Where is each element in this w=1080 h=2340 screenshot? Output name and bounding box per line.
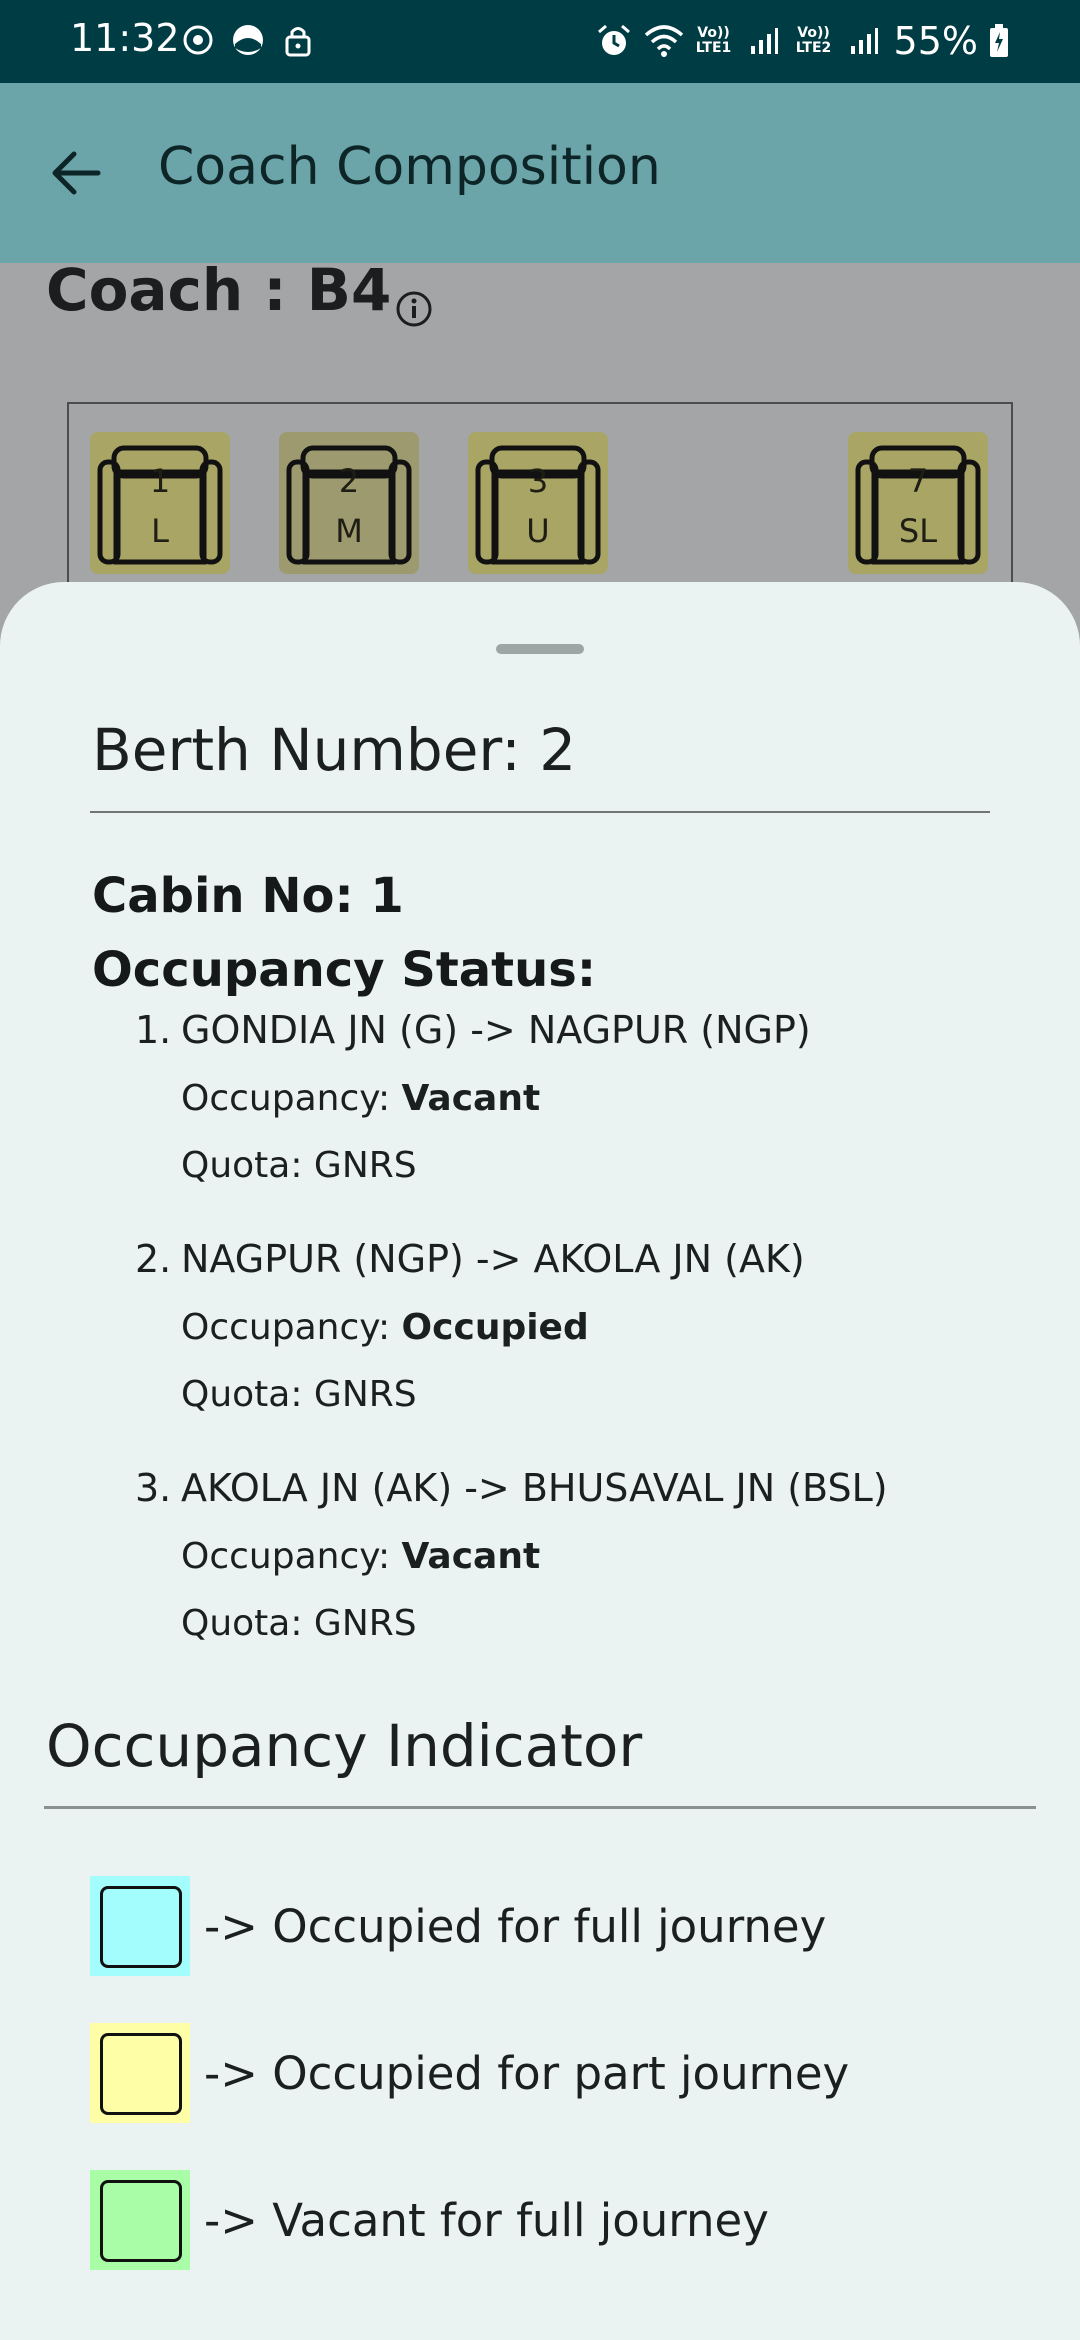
coach-label [46,256,433,324]
status-bar [0,0,1080,83]
occupancy-value: Vacant [401,1078,541,1119]
data-saver-icon [228,20,268,60]
segment-occupancy [181,1536,540,1577]
signal-icon [744,21,784,61]
segment-route [135,1466,888,1510]
seat-7[interactable] [848,432,988,574]
segment-quota: Quota: GNRS [181,1603,417,1644]
segment-quota: Quota: GNRS [181,1145,417,1186]
seat-number: 1 [149,462,171,500]
battery-icon [988,21,1010,61]
occupancy-value: Vacant [401,1536,541,1577]
clock: 11:32 [70,16,180,60]
seat-type: U [526,512,550,550]
sim1-label: Vo)) LTE1 [695,25,732,56]
swatch-part-occupied [90,2023,190,2123]
coach-label-text: Coach : B4 [46,256,392,324]
sync-icon [178,20,218,60]
occupancy-prefix: Occupancy: [181,1307,402,1348]
occupancy-status-label: Occupancy Status: [92,942,597,998]
berth-details-sheet [0,582,1080,2340]
seat-number: 2 [338,462,360,500]
segment-route-text: GONDIA JN (G) -> NAGPUR (NGP) [181,1008,811,1052]
seat-2[interactable] [279,432,419,574]
battery-percent: 55% [893,19,978,63]
segment-route [135,1008,811,1052]
swatch-vacant [90,2170,190,2270]
legend-full-occupied [90,1876,990,1978]
alarm-icon [594,21,634,61]
occupancy-indicator-title: Occupancy Indicator [46,1712,643,1780]
seat-type: M [335,512,363,550]
cabin-number: Cabin No: 1 [92,868,404,924]
segment-index: 2. [135,1237,172,1281]
swatch-box [100,1886,182,1968]
segment-index: 1. [135,1008,172,1052]
divider [90,811,990,813]
seat-number: 7 [907,462,929,500]
seat-1[interactable] [90,432,230,574]
lock-icon [278,20,318,60]
legend-part-occupied [90,2023,990,2125]
segment-quota: Quota: GNRS [181,1374,417,1415]
segment-route [135,1237,805,1281]
occupancy-prefix: Occupancy: [181,1078,402,1119]
segment-route-text: AKOLA JN (AK) -> BHUSAVAL JN (BSL) [181,1466,888,1510]
seat-number: 3 [527,462,549,500]
segment-index: 3. [135,1466,172,1510]
legend-label: -> Vacant for full journey [204,2194,769,2247]
seat-type: SL [898,512,938,550]
drag-handle[interactable] [496,644,584,654]
occupancy-prefix: Occupancy: [181,1536,402,1577]
segment-occupancy [181,1078,540,1119]
seat-3[interactable] [468,432,608,574]
swatch-full-occupied [90,1876,190,1976]
legend-label: -> Occupied for full journey [204,1900,827,1953]
app-bar [0,83,1080,263]
sim2-label: Vo)) LTE2 [795,25,832,56]
back-arrow-icon[interactable] [44,141,114,205]
legend-vacant [90,2170,990,2272]
page-title: Coach Composition [158,137,661,197]
segment-occupancy [181,1307,589,1348]
info-icon[interactable] [395,274,433,312]
swatch-box [100,2033,182,2115]
swatch-box [100,2180,182,2262]
signal-icon [844,21,884,61]
occupancy-value: Occupied [401,1307,589,1348]
seat-type: L [151,512,169,550]
segment-route-text: NAGPUR (NGP) -> AKOLA JN (AK) [181,1237,805,1281]
legend-label: -> Occupied for part journey [204,2047,850,2100]
wifi-icon [644,21,684,61]
divider [44,1806,1036,1809]
berth-title: Berth Number: 2 [92,716,577,784]
